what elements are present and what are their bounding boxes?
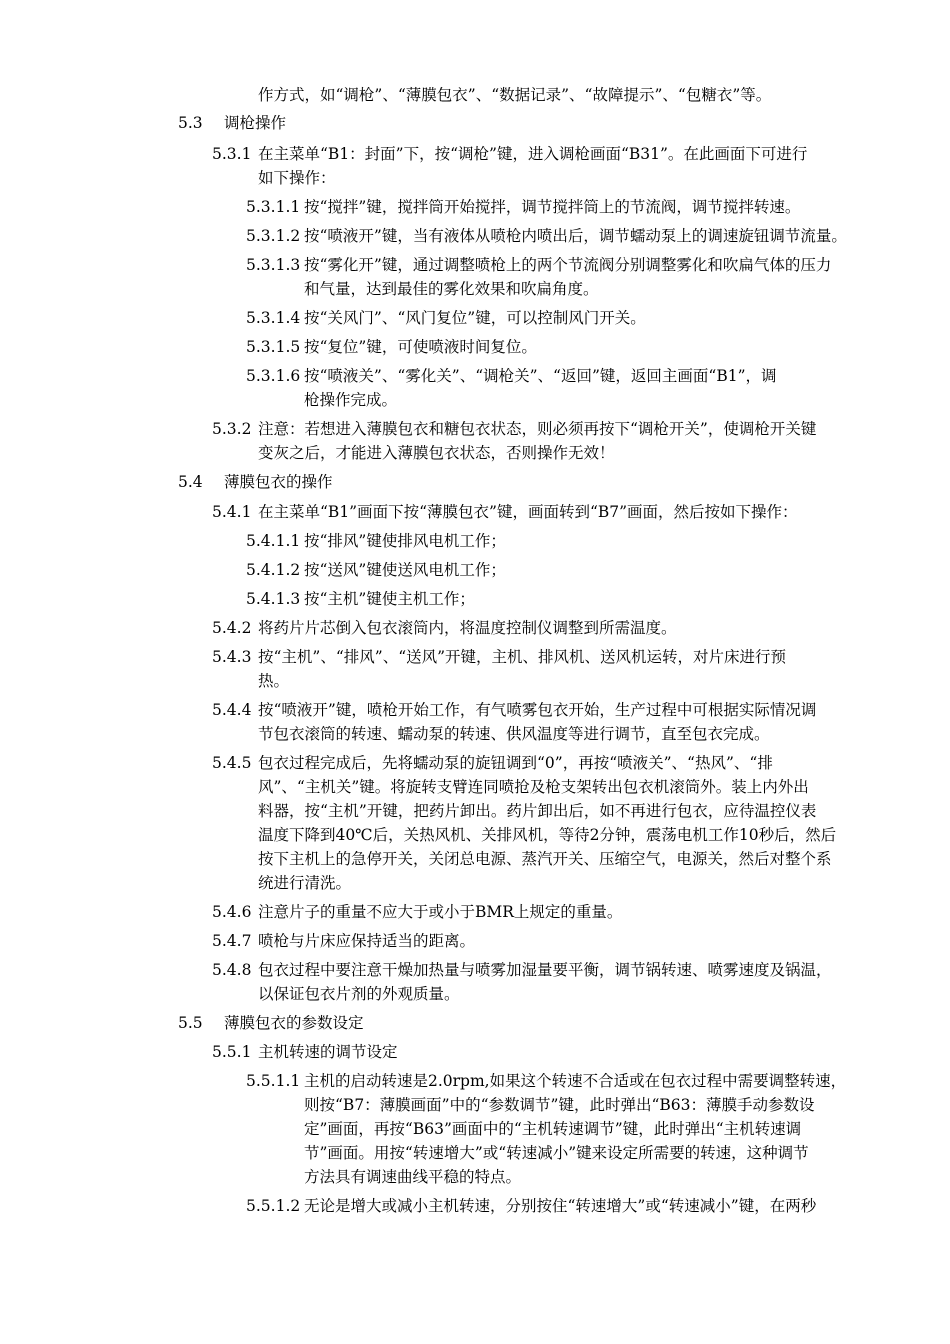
text-line: 节包衣滚筒的转速、蠕动泵的转速、供风温度等进行调节，直至包衣完成。 [258, 725, 770, 743]
item-number: 5.4.2 [212, 619, 252, 637]
section-number: 5.5 [178, 1014, 203, 1032]
text-line: 定”画面，再按“B63”画面中的“主机转速调节”键，此时弹出“主机转速调 [304, 1120, 802, 1138]
item-number: 5.3.1.3 [246, 256, 301, 274]
text-line: 如下操作： [258, 169, 336, 187]
item-number: 5.5.1.1 [246, 1072, 301, 1090]
text-line: 方法具有调速曲线平稳的特点。 [304, 1168, 522, 1186]
text-line: 按“喷液关”、“雾化关”、“调枪关”、“返回”键，返回主画面“B1”，调 [304, 367, 777, 385]
text-line: 注意片子的重量不应大于或小于BMR上规定的重量。 [258, 903, 623, 921]
text-line: 主机的启动转速是2.0rpm,如果这个转速不合适或在包衣过程中需要调整转速， [304, 1072, 847, 1090]
item-number: 5.4.1 [212, 503, 252, 521]
item-number: 5.3.1.2 [246, 227, 301, 245]
item-number: 5.3.1.5 [246, 338, 301, 356]
item-number: 5.3.1.1 [246, 198, 301, 216]
item-number: 5.5.1 [212, 1043, 252, 1061]
item-number: 5.4.1.3 [246, 590, 301, 608]
item-number: 5.5.1.2 [246, 1197, 301, 1215]
text-line: 则按“B7：薄膜画面”中的“参数调节”键，此时弹出“B63：薄膜手动参数设 [304, 1096, 815, 1114]
text-line: 包衣过程中要注意干燥加热量与喷雾加湿量要平衡，调节锅转速、喷雾速度及锅温， [258, 961, 832, 979]
text-line: 无论是增大或减小主机转速，分别按住“转速增大”或“转速减小”键，在两秒 [304, 1197, 817, 1215]
item-number: 5.4.1.1 [246, 532, 301, 550]
text-line: 按“送风”键使送风电机工作； [304, 561, 506, 579]
text-line: 按“喷液开”键，当有液体从喷枪内喷出后，调节蠕动泵上的调速旋钮调节流量。 [304, 227, 847, 245]
text-line: 变灰之后，才能进入薄膜包衣状态，否则操作无效！ [258, 444, 615, 462]
item-number: 5.3.1.6 [246, 367, 301, 385]
text-line: 主机转速的调节设定 [258, 1043, 398, 1061]
section-heading: 调枪操作 [224, 114, 287, 132]
item-number: 5.3.2 [212, 420, 252, 438]
item-number: 5.4.4 [212, 701, 252, 719]
text-line: 温度下降到40℃后，关热风机、关排风机，等待2分钟，震荡电机工作10秒后，然后 [258, 826, 837, 844]
item-number: 5.4.6 [212, 903, 252, 921]
item-number: 5.3.1.4 [246, 309, 301, 327]
item-number: 5.3.1 [212, 145, 252, 163]
item-number: 5.4.7 [212, 932, 252, 950]
section-heading: 薄膜包衣的操作 [224, 473, 333, 491]
text-line: 按“主机”键使主机工作； [304, 590, 475, 608]
text-line: 喷枪与片床应保持适当的距离。 [258, 932, 476, 950]
text-line: 按下主机上的急停开关，关闭总电源、蒸汽开关、压缩空气，电源关，然后对整个系 [258, 850, 832, 868]
item-number: 5.4.8 [212, 961, 252, 979]
text-line: 包衣过程完成后，先将蠕动泵的旋钮调到“0”，再按“喷液关”、“热风”、“排 [258, 754, 773, 772]
text-line: 热。 [258, 672, 290, 690]
item-number: 5.4.1.2 [246, 561, 301, 579]
text-line: 按“雾化开”键，通过调整喷枪上的两个节流阀分别调整雾化和吹扁气体的压力 [304, 256, 832, 274]
section-heading: 薄膜包衣的参数设定 [224, 1014, 364, 1032]
text-line: 料器，按“主机”开键，把药片卸出。药片卸出后，如不再进行包衣，应待温控仪表 [258, 802, 817, 820]
text-line: 节”画面。用按“转速增大”或“转速减小”键来设定所需要的转速，这种调节 [304, 1144, 809, 1162]
item-number: 5.4.5 [212, 754, 252, 772]
text-line: 在主菜单“B1：封面”下，按“调枪”键，进入调枪画面“B31”。在此画面下可进行 [258, 145, 808, 163]
text-line: 以保证包衣片剂的外观质量。 [258, 985, 460, 1003]
text-line: 按“关风门”、“风门复位”键，可以控制风门开关。 [304, 309, 646, 327]
text-line: 统进行清洗。 [258, 874, 352, 892]
text-line: 风”、“主机关”键。将旋转支臂连同喷抢及枪支架转出包衣机滚筒外。装上内外出 [258, 778, 809, 796]
text-line: 按“搅拌”键，搅拌筒开始搅拌，调节搅拌筒上的节流阀，调节搅拌转速。 [304, 198, 801, 216]
text-line: 按“主机”、“排风”、“送风”开键，主机、排风机、送风机运转，对片床进行预 [258, 648, 787, 666]
text-line: 按“复位”键，可使喷液时间复位。 [304, 338, 537, 356]
text-line: 和气量，达到最佳的雾化效果和吹扁角度。 [304, 280, 599, 298]
text-line: 枪操作完成。 [304, 391, 398, 409]
section-number: 5.3 [178, 114, 203, 132]
item-number: 5.4.3 [212, 648, 252, 666]
text-line: 按“喷液开”键，喷枪开始工作，有气喷雾包衣开始，生产过程中可根据实际情况调 [258, 701, 817, 719]
section-number: 5.4 [178, 473, 203, 491]
text-line: 在主菜单“B1”画面下按“薄膜包衣”键，画面转到“B7”画面，然后按如下操作： [258, 503, 798, 521]
text-line: 注意：若想进入薄膜包衣和糖包衣状态，则必须再按下“调枪开关”，使调枪开关键 [258, 420, 817, 438]
text-line: 将药片片芯倒入包衣滚筒内，将温度控制仪调整到所需温度。 [258, 619, 677, 637]
text-line: 作方式，如“调枪”、“薄膜包衣”、“数据记录”、“故障提示”、“包糖衣”等。 [258, 86, 772, 104]
text-line: 按“排风”键使排风电机工作； [304, 532, 506, 550]
